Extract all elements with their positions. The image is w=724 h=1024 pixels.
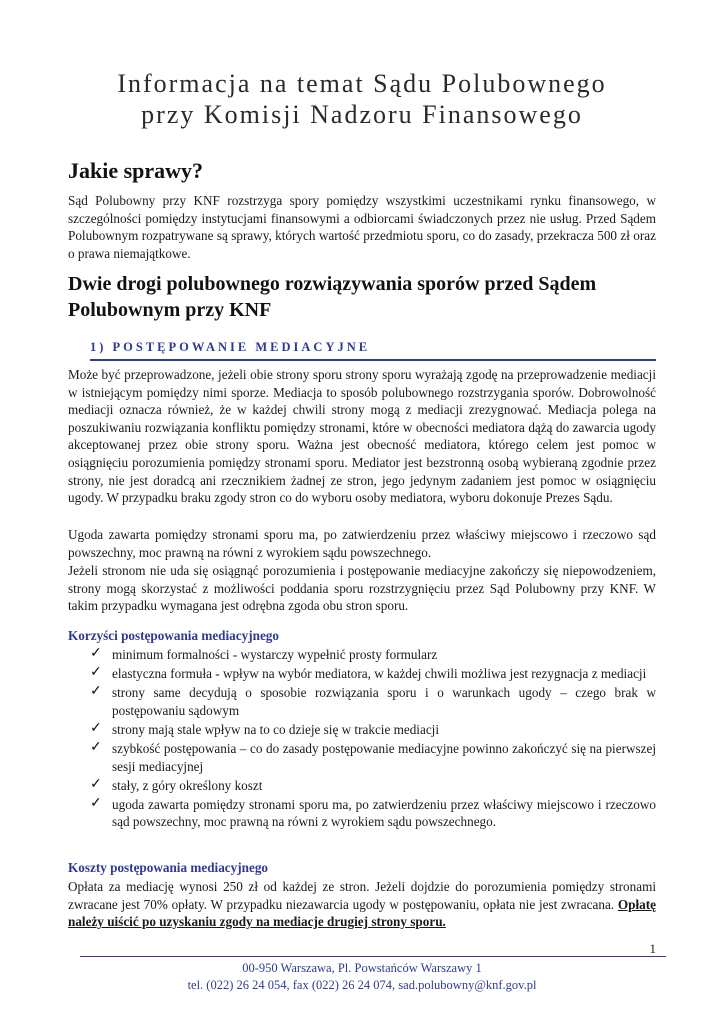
- mediation-paragraph-1: Może być przeprowadzone, jeżeli obie strony sporu strony sporu wyrażają zgodę na przeprowadzenie mediacji w istniejącym pomiędzy nimi sporze. Mediacja to sposób polubownego rozstrzygania sporów. Dobrowolność mediacji oznacza również, że w każdej chwili strony mogą z mediacji zrezygnować. Mediacja polega na poszukiwaniu rozwiązania konfliktu pomiędzy stronami, które w obecności mediatora dążą do zawarcia ugody akceptowanej przez obie strony sporu. Ważna jest obecność mediatora, którego celem jest pomoc w osiągnięciu porozumienia pomiędzy stronami sporu. Mediator jest bezstronną osobą wybieraną zgodnie przez strony, nie jest doradcą ani rzecznikiem żadnej ze stron, jego jedynym zadaniem jest pomoc w osiągnięciu ugody. W przypadku braku zgody stron co do wyboru osoby mediatora, wyboru dokonuje Prezes Sądu.: [68, 367, 656, 506]
- footer-divider: [80, 956, 666, 957]
- footer-address: 00-950 Warszawa, Pl. Powstańców Warszawy 1: [242, 961, 482, 975]
- section-heading-two-ways: Dwie drogi polubownego rozwiązywania sporów przed Sądem Polubownym przy KNF: [68, 273, 597, 321]
- page-number: 1: [649, 941, 656, 956]
- list-item: ✓ stały, z góry określony koszt: [90, 776, 263, 793]
- document-title: [68, 68, 656, 130]
- mediation-paragraph-2: Ugoda zawarta pomiędzy stronami sporu ma, po zatwierdzeniu przez właściwy miejscowo i rzeczowo sąd powszechny, moc prawną na równi z wyrokiem sądu powszechnego.: [68, 527, 656, 560]
- checkmark-icon: ✓: [90, 795, 102, 811]
- list-item: ✓ minimum formalności - wystarczy wypełnić prosty formularz: [90, 646, 438, 662]
- checkmark-icon: ✓: [90, 720, 102, 736]
- costs-heading: Koszty postępowania mediacyjnego: [68, 860, 269, 875]
- title-line-1: Informacja na temat Sądu Polubownego: [117, 69, 607, 98]
- checkmark-icon: ✓: [90, 776, 102, 792]
- mediation-paragraph-3: Jeżeli stronom nie uda się osiągnąć porozumienia i postępowanie mediacyjne zakończy się niepowodzeniem, strony mogą skorzystać z możliwości poddania sporu rozstrzygnięciu przez Sąd Polubowny przy KNF. W takim przypadku wymagana jest odrębna zgoda obu stron sporu.: [68, 563, 656, 614]
- checkmark-icon: ✓: [90, 739, 102, 755]
- page-footer: [0, 960, 724, 994]
- benefits-list: [90, 646, 656, 832]
- benefits-heading: Korzyści postępowania mediacyjnego: [68, 628, 279, 643]
- cases-paragraph: Sąd Polubowny przy KNF rozstrzyga spory pomiędzy wszystkimi uczestnikami rynku finansowego, w szczególności pomiędzy instytucjami finansowymi a odbiorcami świadczonych przez nie usług. Przed Sądem Polubownym rozpatrywane są sprawy, których wartość przedmiotu sporu, co do zasady, przekracza 500 zł oraz o prawa niemajątkowe.: [68, 193, 656, 261]
- list-item: ✓ strony same decydują o sposobie rozwiązania sporu i o warunkach ugody – czego brak w postępowaniu sądowym: [90, 684, 656, 718]
- payment-note: Opłatę należy uiścić po uzyskaniu zgody na mediacje drugiej strony sporu.: [68, 896, 656, 930]
- checkmark-icon: ✓: [90, 646, 102, 661]
- checkmark-icon: ✓: [90, 665, 102, 681]
- list-item: ✓ szybkość postępowania – co do zasady postępowanie mediacyjne powinno zakończyć się na pierwszej sesji mediacyjnej: [90, 739, 656, 774]
- checkmark-icon: ✓: [90, 684, 102, 700]
- list-item: ✓ ugoda zawarta pomiędzy stronami sporu ma, po zatwierdzeniu przez właściwy miejscowo i rzeczowo sąd powszechny, moc prawną na równi z wyrokiem sądu powszechnego.: [90, 795, 656, 830]
- list-item: ✓ strony mają stale wpływ na to co dzieje się w trakcie mediacji: [90, 720, 440, 737]
- costs-paragraph: Opłata za mediację wynosi 250 zł od każdej ze stron. Jeżeli dojdzie do porozumienia pomiędzy stronami zwracane jest 70% opłaty. W przypadku niezawarcia ugody w postępowaniu, opłata nie jest zwracana. Opłatę należy uiścić po uzyskaniu zgody na mediacje drugiej strony sporu.: [68, 879, 656, 930]
- mediation-subheading: 1) POSTĘPOWANIE MEDIACYJNE: [90, 340, 656, 361]
- list-item: ✓ elastyczna formuła - wpływ na wybór mediatora, w każdej chwili możliwa jest rezygnacja z mediacji: [90, 665, 647, 682]
- title-line-2: przy Komisji Nadzoru Finansowego: [141, 100, 583, 129]
- section-heading-cases: Jakie sprawy?: [68, 158, 204, 183]
- footer-contact: tel. (022) 26 24 054, fax (022) 26 24 074, sad.polubowny@knf.gov.pl: [187, 978, 537, 992]
